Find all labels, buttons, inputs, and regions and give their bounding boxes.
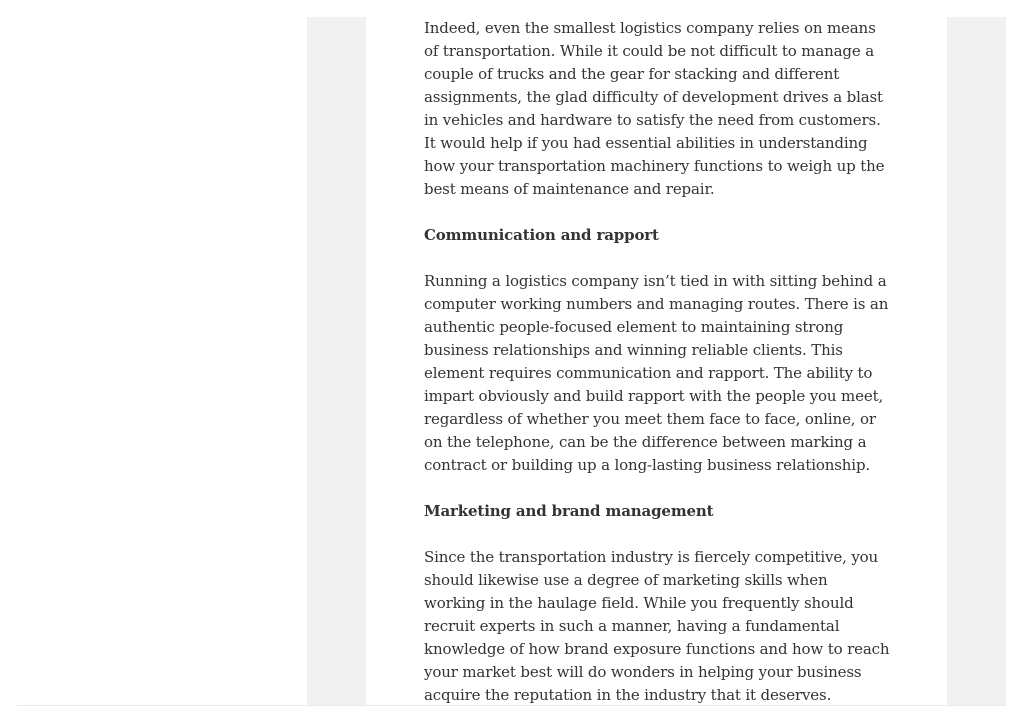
divider bbox=[17, 705, 1006, 706]
main-content bbox=[366, 17, 947, 706]
left-gutter bbox=[307, 17, 366, 706]
sidebar-area bbox=[17, 17, 307, 706]
article-body bbox=[424, 17, 890, 723]
right-gutter bbox=[947, 17, 1006, 706]
article-paragraph: Indeed, even the smallest logistics company relies on means of transportation. While it could be not difficult to manage a couple of trucks and the gear for stacking and different assignments, the glad difficulty of development drives a blast in vehicles and hardware to satisfy the need from customers. It would help if you had essential abilities in understanding how your transportation machinery functions to weigh up the best means of maintenance and repair. bbox=[424, 19, 885, 198]
article-paragraph: Since the transportation industry is fiercely competitive, you should likewise use a degree of marketing skills when working in the haulage field. While you frequently should recruit experts in such a manner, having a fundamental knowledge of how brand exposure functions and how to reach your market best will do wonders in helping your business acquire the reputation in the industry that it deserves. bbox=[424, 548, 890, 704]
section-heading: Communication and rapport bbox=[424, 226, 659, 244]
article-paragraph: Running a logistics company isn’t tied in with sitting behind a computer working numbers and managing routes. There is an authentic people-focused element to maintaining strong business relationships and winning reliable clients. This element requires communication and rapport. The ability to impart obviously and build rapport with the people you meet, regardless of whether you meet them face to face, online, or on the telephone, can be the difference between marking a contract or building up a long-lasting business relationship. bbox=[424, 272, 889, 474]
section-heading: Marketing and brand management bbox=[424, 502, 714, 520]
